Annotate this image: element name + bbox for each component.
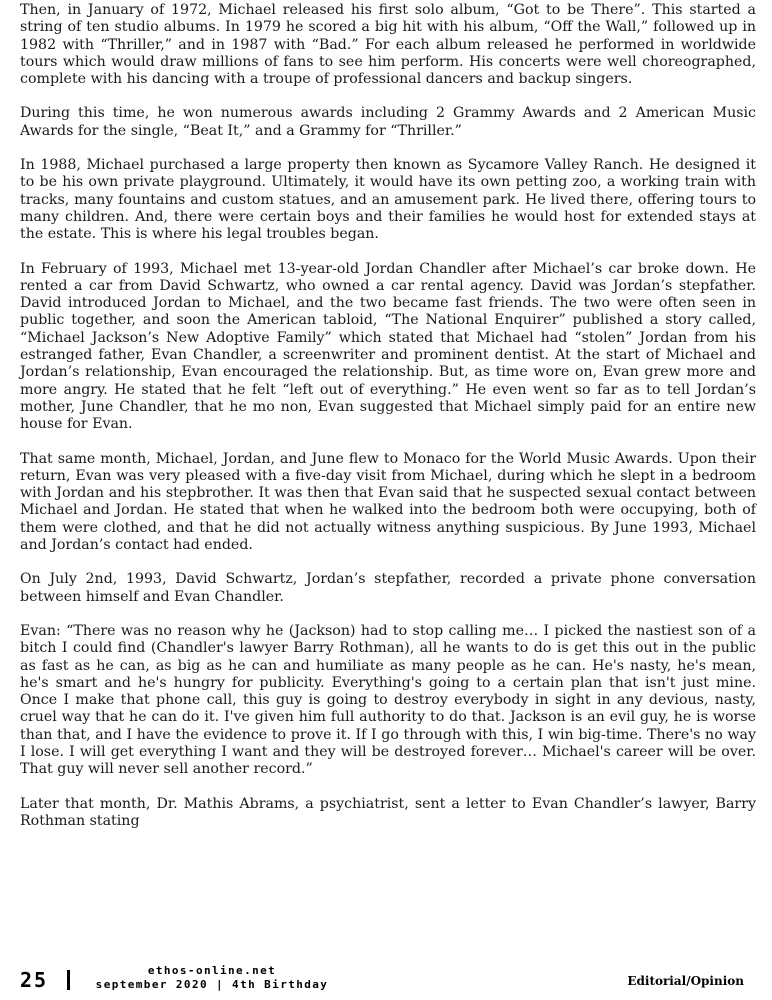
issue-info: september 2020 | 4th Birthday [95, 978, 329, 991]
publication-info [84, 964, 340, 992]
paragraph: During this time, he won numerous awards including 2 Grammy Awards and 2 American Music Awards for the single, “Beat It,” and a Grammy for “Thriller.” [20, 105, 756, 139]
site-url: ethos-online.net [147, 964, 277, 977]
paragraph: That same month, Michael, Jordan, and June flew to Monaco for the World Music Awards. Upon their return, Evan was very pleased with a five-day visit from Michael, during which he slept in a bedroom with Jordan and his stepbrother. It was then that Evan said that he suspected sexual contact between Michael and Jordan. He stated that when he walked into the bedroom both were occupying, both of them were clothed, and that he did not actually witness anything suspicious. By June 1993, Michael and Jordan’s contact had ended. [20, 450, 756, 554]
divider [67, 970, 70, 990]
page-number: 25 [20, 968, 49, 992]
article-body [20, 2, 756, 847]
paragraph: In 1988, Michael purchased a large property then known as Sycamore Valley Ranch. He designed it to be his own private playground. Ultimately, it would have its own petting zoo, a working train with tracks, many fountains and custom statues, and an amusement park. He lived there, offering tours to many children. And, there were certain boys and their families he would host for extended stays at the estate. This is where his legal troubles began. [20, 157, 756, 243]
page-footer [0, 960, 772, 1000]
paragraph: In February of 1993, Michael met 13-year-old Jordan Chandler after Michael’s car broke down. He rented a car from David Schwartz, who owned a car rental agency. David was Jordan’s stepfather. David introduced Jordan to Michael, and the two became fast friends. The two were often seen in public together, and soon the American tabloid, “The National Enquirer” published a story called, “Michael Jackson’s New Adoptive Family” which stated that Michael had “stolen” Jordan from his estranged father, Evan Chandler, a screenwriter and prominent dentist. At the start of Michael and Jordan’s relationship, Evan encouraged the relationship. But, as time wore on, Evan grew more and more angry. He stated that he felt “left out of everything.” He even went so far as to tell Jordan’s mother, June Chandler, that he mo non, Evan suggested that Michael simply paid for an entire new house for Evan. [20, 260, 756, 433]
paragraph: Later that month, Dr. Mathis Abrams, a psychiatrist, sent a letter to Evan Chandler’s lawyer, Barry Rothman stating [20, 795, 756, 829]
paragraph: On July 2nd, 1993, David Schwartz, Jordan’s stepfather, recorded a private phone conversation between himself and Evan Chandler. [20, 571, 756, 605]
paragraph: Then, in January of 1972, Michael released his first solo album, “Got to be There”. This started a string of ten studio albums. In 1979 he scored a big hit with his album, “Off the Wall,” followed up in 1982 with “Thriller,” and in 1987 with “Bad.” For each album released he performed in worldwide tours which would draw millions of fans to see him perform. His concerts were well choreographed, complete with his dancing with a troupe of professional dancers and backup singers. [20, 2, 756, 88]
section-label: Editorial/Opinion [627, 974, 744, 988]
paragraph: Evan: “There was no reason why he (Jackson) had to stop calling me… I picked the nastiest son of a bitch I could find (Chandler's lawyer Barry Rothman), all he wants to do is get this out in the public as fast as he can, as big as he can and humiliate as many people as he can. He's nasty, he's mean, he's smart and he's hungry for publicity. Everything's going to a certain plan that isn't just mine. Once I make that phone call, this guy is going to destroy everybody in sight in any devious, nasty, cruel way that he can do it. I've given him full authority to do that. Jackson is an evil guy, he is worse than that, and I have the evidence to prove it. If I go through with this, I win big-time. There's no way I lose. I will get everything I want and they will be destroyed forever… Michael's career will be over. That guy will never sell another record.” [20, 622, 756, 778]
